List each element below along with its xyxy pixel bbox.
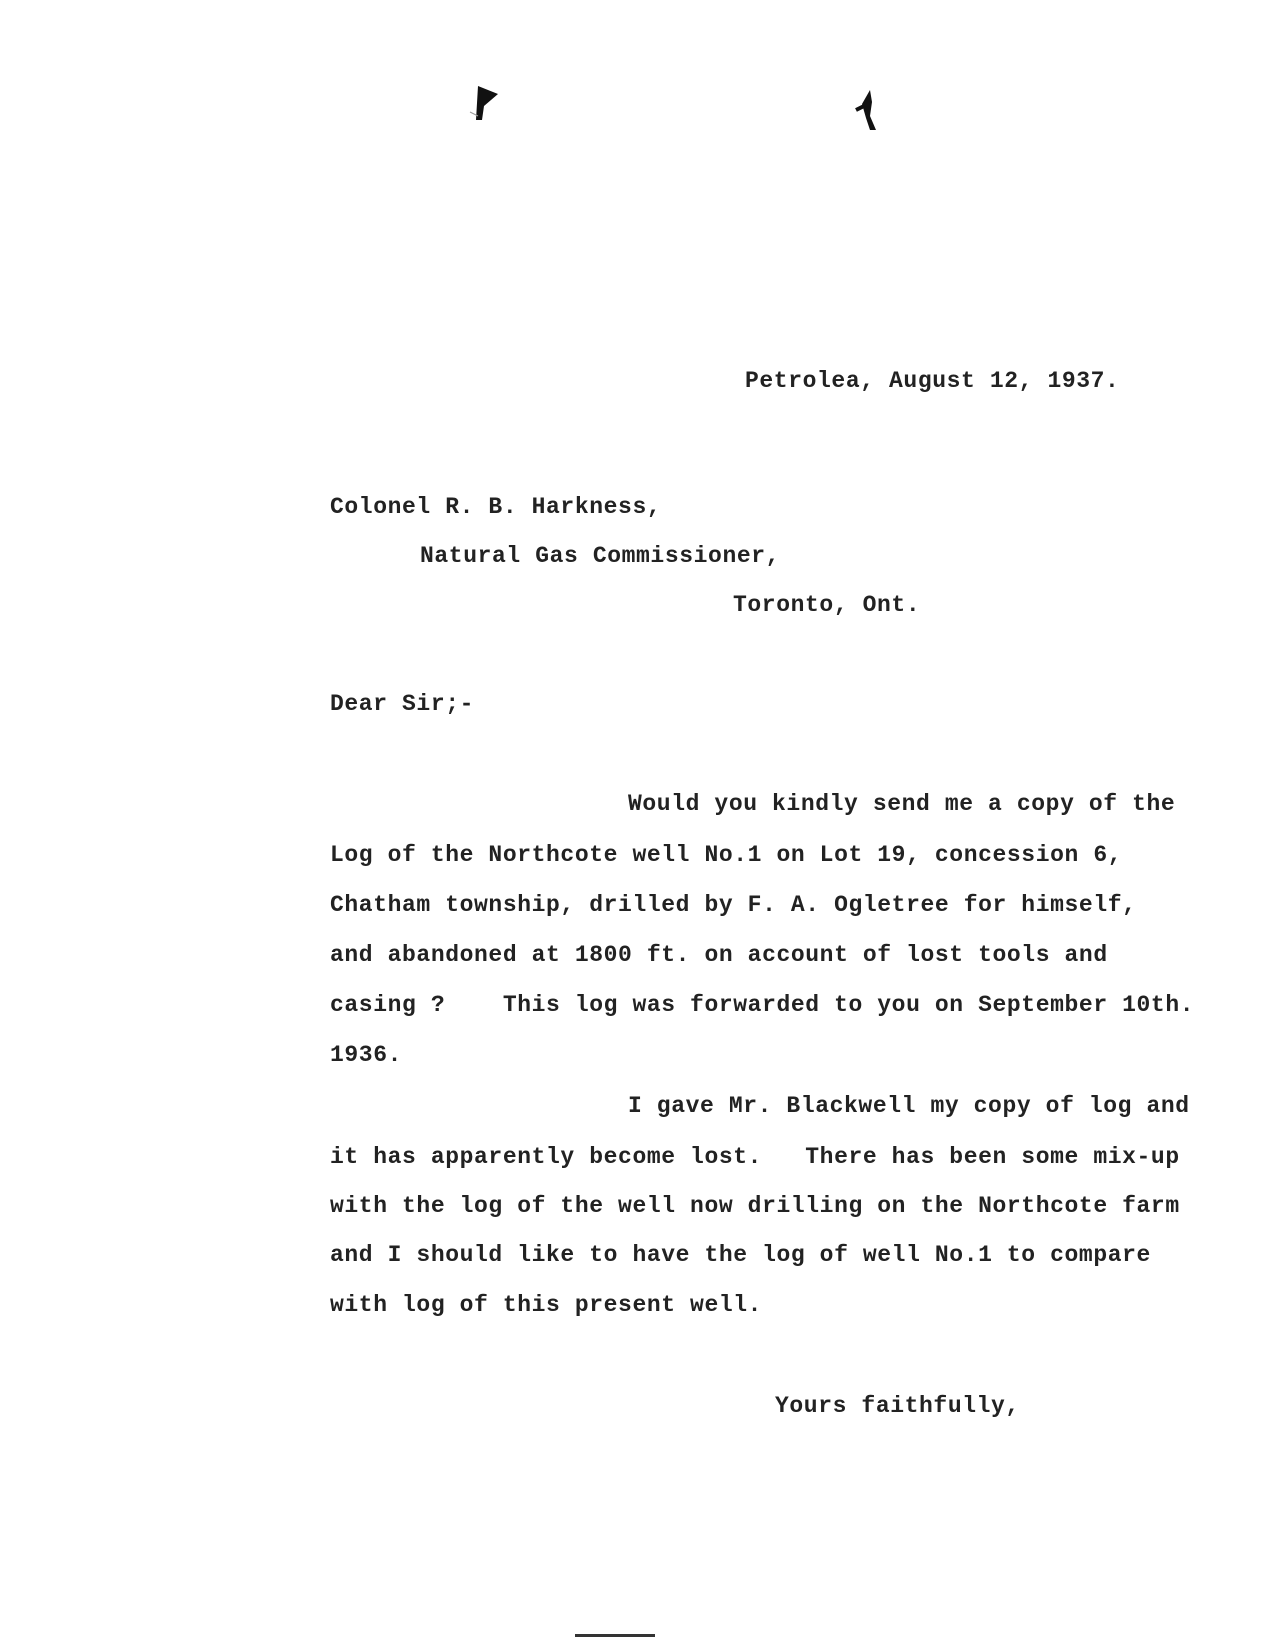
body-line: Log of the Northcote well No.1 on Lot 19, concession 6, — [330, 842, 1123, 868]
body-line: with the log of the well now drilling on the Northcote farm — [330, 1193, 1180, 1219]
date-line: Petrolea, August 12, 1937. — [745, 368, 1120, 394]
staple-mark-right — [850, 88, 880, 132]
recipient-title: Natural Gas Commissioner, — [420, 543, 781, 569]
page-edge-mark — [575, 1634, 655, 1637]
salutation: Dear Sir;- — [330, 691, 475, 717]
recipient-name: Colonel R. B. Harkness, — [330, 494, 662, 520]
closing: Yours faithfully, — [775, 1393, 1020, 1419]
body-line: and abandoned at 1800 ft. on account of lost tools and — [330, 942, 1108, 968]
body-line: Chatham township, drilled by F. A. Ogletree for himself, — [330, 892, 1137, 918]
body-line: casing ? This log was forwarded to you on September 10th. — [330, 992, 1195, 1018]
body-line: Would you kindly send me a copy of the — [628, 791, 1176, 817]
body-line: I gave Mr. Blackwell my copy of log and — [628, 1093, 1190, 1119]
body-line: it has apparently become lost. There has been some mix-up — [330, 1144, 1180, 1170]
body-line: and I should like to have the log of well No.1 to compare — [330, 1242, 1151, 1268]
staple-mark-left — [468, 82, 504, 124]
body-line: with log of this present well. — [330, 1292, 763, 1318]
recipient-city: Toronto, Ont. — [733, 592, 921, 618]
body-line: 1936. — [330, 1042, 403, 1068]
